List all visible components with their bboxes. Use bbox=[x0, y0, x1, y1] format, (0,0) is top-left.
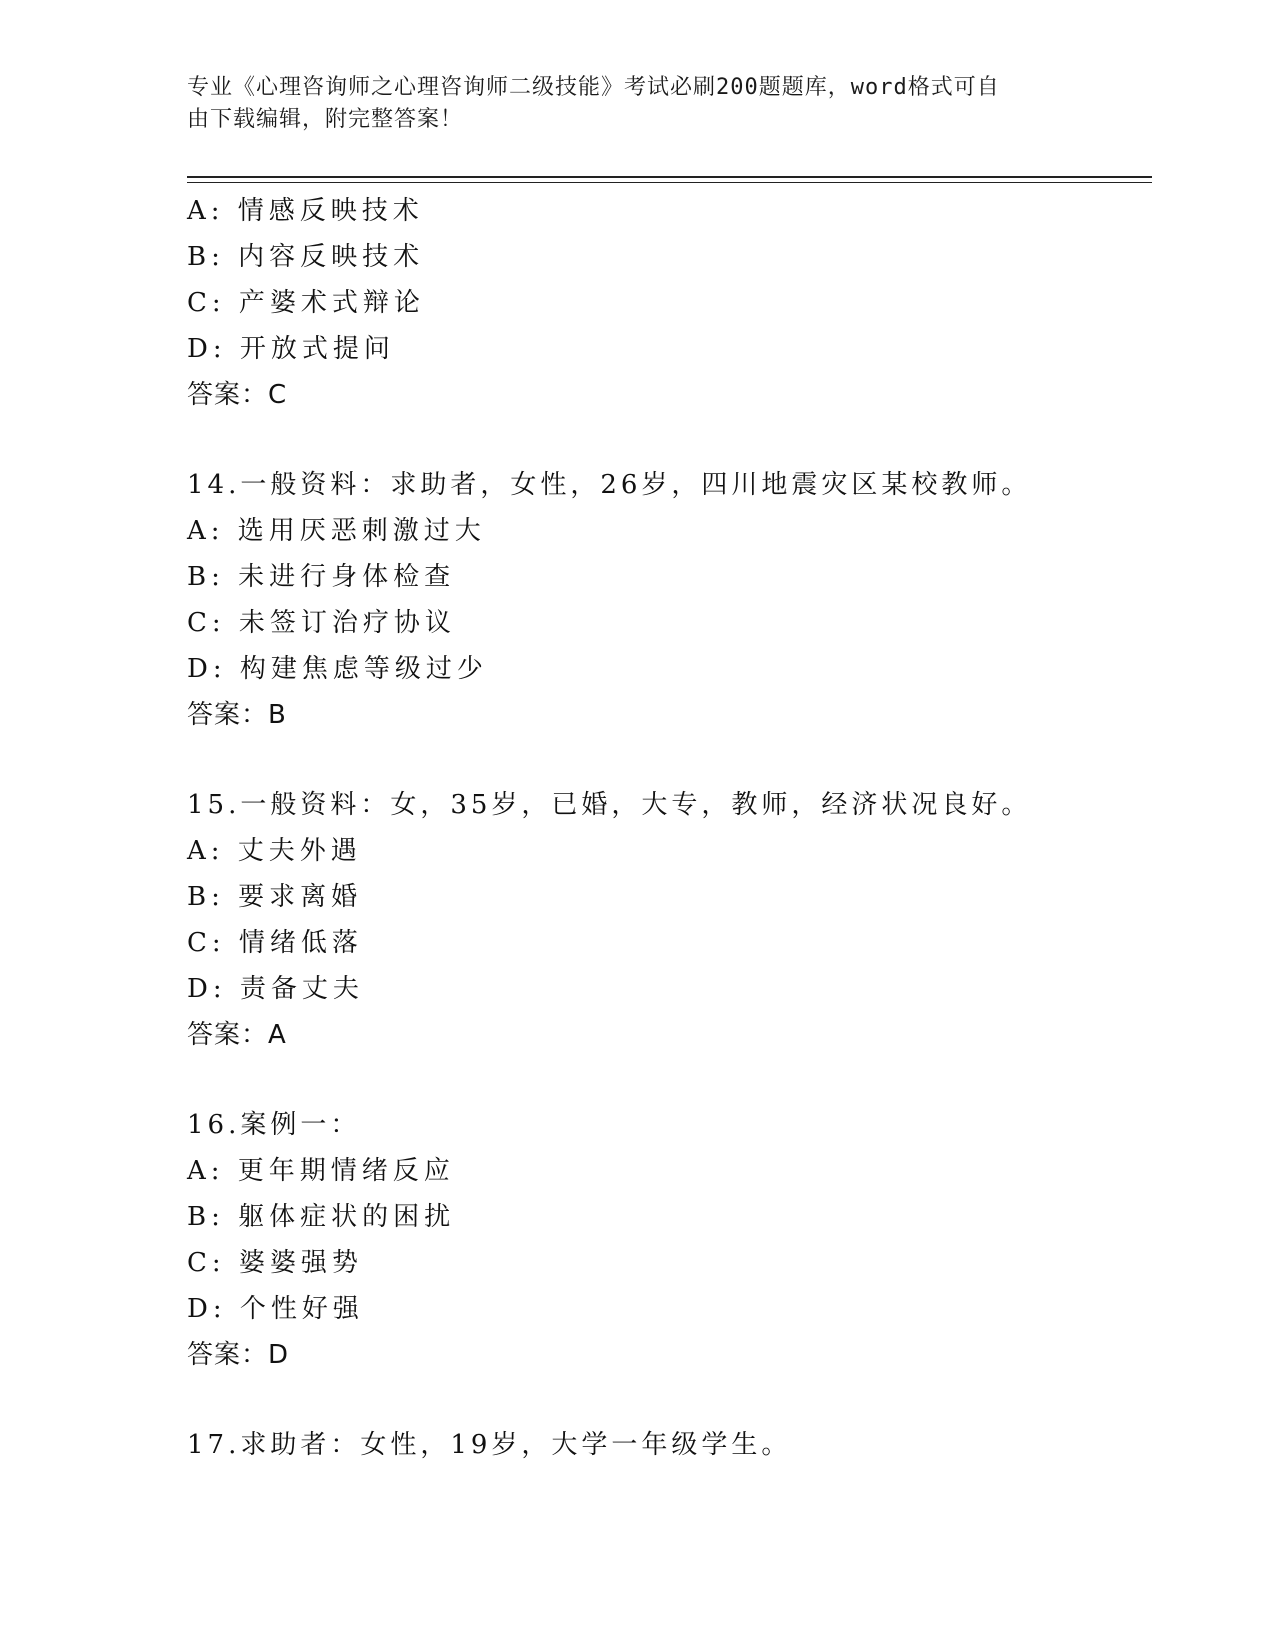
option-c: C: 婆婆强势 bbox=[187, 1248, 363, 1278]
document-header bbox=[187, 72, 1067, 136]
option-b: B: 内容反映技术 bbox=[187, 242, 425, 272]
answer: 答案：A bbox=[187, 1020, 287, 1050]
option-a: A: 选用厌恶刺激过大 bbox=[187, 516, 486, 546]
option-b: B: 躯体症状的困扰 bbox=[187, 1202, 456, 1232]
question-list bbox=[187, 188, 1152, 1468]
option-d: D: 开放式提问 bbox=[187, 334, 395, 364]
option-c: C: 情绪低落 bbox=[187, 928, 363, 958]
option-b: B: 未进行身体检查 bbox=[187, 562, 456, 592]
option-d: D: 责备丈夫 bbox=[187, 974, 364, 1004]
question-block-14 bbox=[187, 462, 1152, 738]
option-a: A: 情感反映技术 bbox=[187, 196, 424, 226]
option-d: D: 构建焦虑等级过少 bbox=[187, 654, 488, 684]
header-divider bbox=[187, 176, 1152, 183]
question-block-13 bbox=[187, 188, 1152, 418]
header-line-2: 由下载编辑，附完整答案！ bbox=[187, 107, 464, 132]
option-c: C: 产婆术式辩论 bbox=[187, 288, 425, 318]
question-stem: 16.案例一： bbox=[187, 1110, 361, 1140]
option-d: D: 个性好强 bbox=[187, 1294, 364, 1324]
option-a: A: 更年期情绪反应 bbox=[187, 1156, 455, 1186]
option-b: B: 要求离婚 bbox=[187, 882, 363, 912]
question-block-15 bbox=[187, 782, 1152, 1058]
option-c: C: 未签订治疗协议 bbox=[187, 608, 456, 638]
header-line-1: 专业《心理咨询师之心理咨询师二级技能》考试必刷200题题库，word格式可自 bbox=[187, 75, 1000, 100]
question-block-17 bbox=[187, 1422, 1152, 1468]
question-stem: 14.一般资料：求助者，女性，26岁，四川地震灾区某校教师。 bbox=[187, 470, 1032, 500]
question-stem: 15.一般资料：女，35岁，已婚，大专，教师，经济状况良好。 bbox=[187, 790, 1032, 820]
question-stem: 17.求助者：女性，19岁，大学一年级学生。 bbox=[187, 1430, 792, 1460]
answer: 答案：D bbox=[187, 1340, 290, 1370]
answer: 答案：B bbox=[187, 700, 287, 730]
question-block-16 bbox=[187, 1102, 1152, 1378]
answer: 答案：C bbox=[187, 380, 288, 410]
option-a: A: 丈夫外遇 bbox=[187, 836, 362, 866]
